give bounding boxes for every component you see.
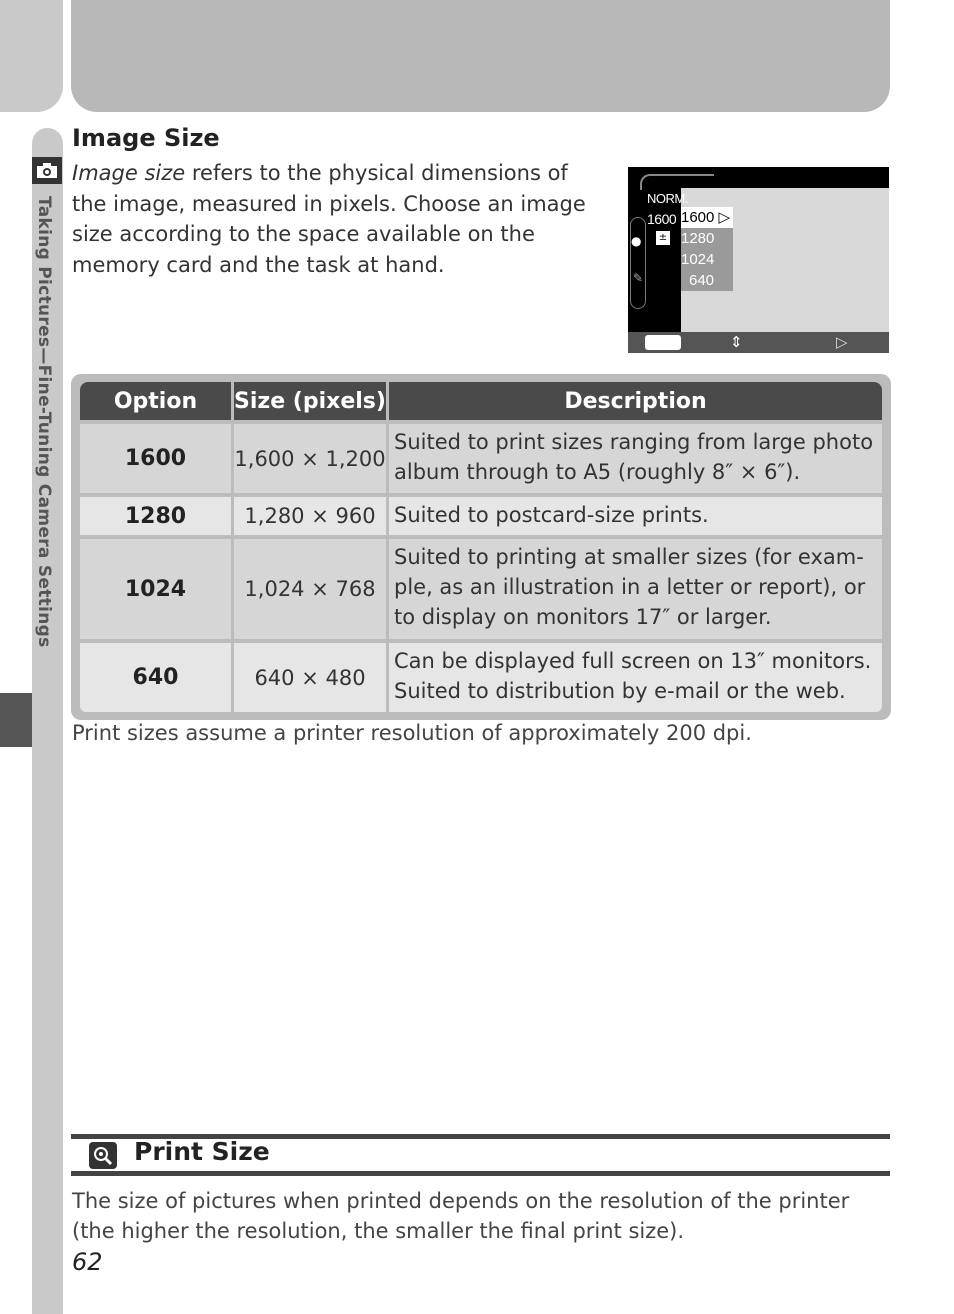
lcd-option: 640 [689, 272, 715, 289]
page-number: 62 [72, 1248, 103, 1276]
table-row-option: 1024 [80, 539, 231, 639]
lcd-size-menu [681, 207, 733, 291]
lcd-exposure-icon: ± [656, 231, 670, 245]
section-marker [0, 693, 32, 747]
lcd-option: 1024 [681, 251, 715, 268]
page-title: Image Size [72, 124, 220, 152]
table-row-option: 1280 [80, 497, 231, 535]
top-left-tab [0, 0, 63, 112]
lcd-camera-icon: ● [631, 234, 642, 248]
intro-term: Image size [72, 161, 186, 185]
right-arrow-icon: ▷ [836, 333, 848, 351]
table-row-option: 1600 [80, 424, 231, 493]
table-header-size: Size (pixels) [234, 382, 386, 420]
lcd-current-size: 1600 [647, 211, 677, 227]
table-row-size: 1,024 × 768 [234, 539, 386, 639]
section-label: Taking Pictures—Fine-Tuning Camera Settings [34, 196, 54, 648]
image-size-table [71, 374, 891, 720]
intro-text: refers to the physical dimensions of the image, measured in pixels. Choose an image size according to the space available on the memory card and the task at hand. [72, 161, 586, 277]
table-row-description: Can be displayed full screen on 13″ monitors. Suited to distribution by e-mail or the web. [389, 643, 882, 712]
table-row-size: 640 × 480 [234, 643, 386, 712]
lcd-tab [640, 174, 714, 190]
table-row-description: Suited to printing at smaller sizes (for exam-ple, as an illustration in a letter or report), or to display on monitors 17″ or larger. [389, 539, 882, 639]
lcd-option: 1280 [681, 230, 715, 247]
lcd-option: 1600 ▷ [681, 207, 733, 228]
lcd-quality: NORM. [647, 191, 688, 206]
table-row-option: 640 [80, 643, 231, 712]
lcd-menu-button-icon [645, 335, 681, 350]
tip-icon [89, 1142, 117, 1169]
up-down-icon: ⇕ [730, 333, 743, 351]
tip-rule-bottom [71, 1171, 890, 1176]
top-banner [71, 0, 890, 112]
lcd-setup-icon: ✎ [633, 271, 644, 285]
camera-icon [32, 157, 62, 184]
table-row-size: 1,600 × 1,200 [234, 424, 386, 493]
table-row-description: Suited to print sizes ranging from large photo album through to A5 (roughly 8″ × 6″). [389, 424, 882, 493]
tip-text: The size of pictures when printed depends on the resolution of the printer (the higher the resolution, the smaller the final print size). [72, 1189, 850, 1243]
lcd-bottom-bar [628, 332, 889, 353]
table-row-size: 1,280 × 960 [234, 497, 386, 535]
table-note: Print sizes assume a printer resolution of approximately 200 dpi. [72, 721, 752, 745]
table-row-description: Suited to postcard-size prints. [389, 497, 882, 535]
table-header-option: Option [80, 382, 231, 420]
lcd-menu-strip [630, 217, 646, 309]
intro-paragraph [72, 158, 602, 280]
camera-lcd-screen [628, 167, 889, 353]
tip-title: Print Size [134, 1137, 270, 1166]
table-header-description: Description [389, 382, 882, 420]
